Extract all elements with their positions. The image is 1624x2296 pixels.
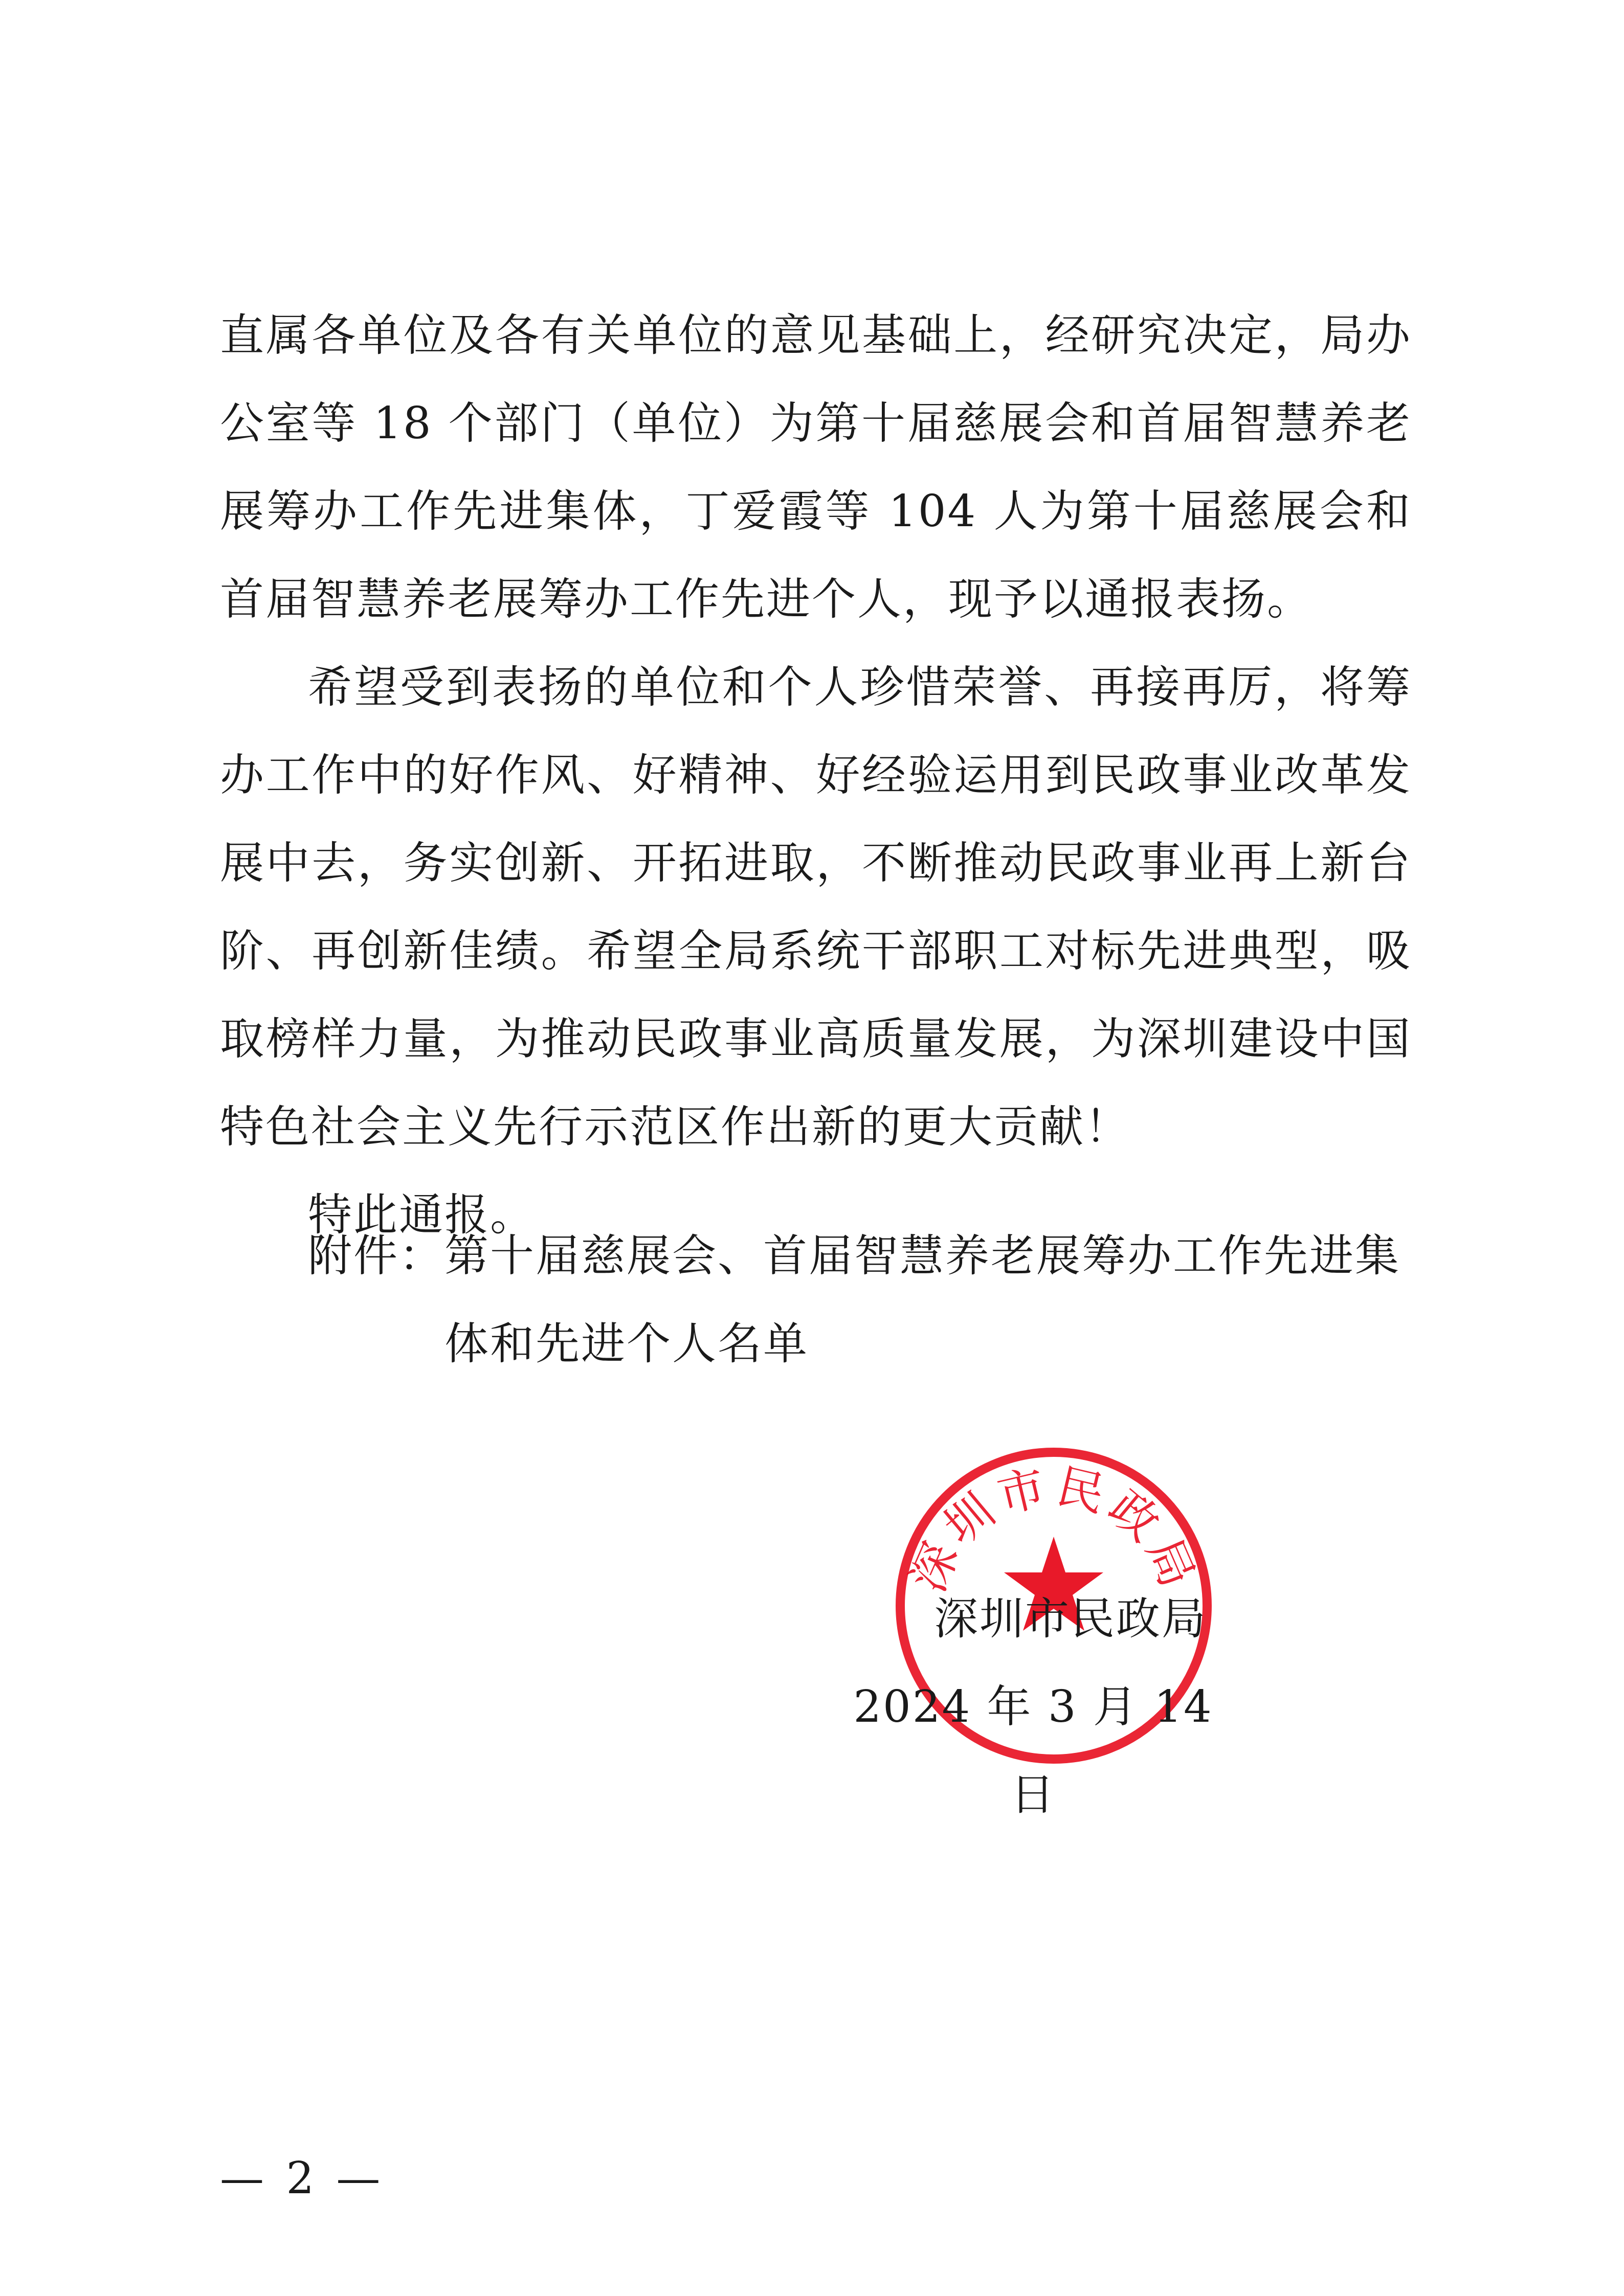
- document-body: [220, 291, 1412, 1259]
- paragraph-expectations: 希望受到表扬的单位和个人珍惜荣誉、再接再厉，将筹办工作中的好作风、好精神、好经验运用到民政事业改革发展中去，务实创新、开拓进取，不断推动民政事业再上新台阶、再创新佳绩。希望全局系统干部职工对标先进典型，吸取榜样力量，为推动民政事业高质量发展，为深圳建设中国特色社会主义先行示范区作出新的更大贡献！: [220, 662, 1412, 1153]
- signature-block: [844, 1575, 1222, 1839]
- attachment-note: [308, 1212, 1413, 1388]
- attachment-title: 第十届慈展会、首届智慧养老展筹办工作先进集体和先进个人名单: [444, 1230, 1400, 1369]
- paragraph-commendation-decision: 直属各单位及各有关单位的意见基础上，经研究决定，局办公室等 18 个部门（单位）为第十届慈展会和首届智慧养老展筹办工作先进集体，丁爱霞等 104 人为第十届慈展会和首届智慧养老展筹办工作先进个人，现予以通报表扬。: [220, 310, 1412, 625]
- page-number: — 2 —: [220, 2153, 385, 2204]
- paragraph-closing: 特此通报。: [308, 1189, 536, 1241]
- attachment-label: 附件：: [308, 1230, 444, 1281]
- signature-organization: 深圳市民政局: [934, 1593, 1207, 1645]
- seal-text: 深圳市民政局: [900, 1458, 1207, 1600]
- signature-date: 2024 年 3 月 14 日: [853, 1681, 1213, 1820]
